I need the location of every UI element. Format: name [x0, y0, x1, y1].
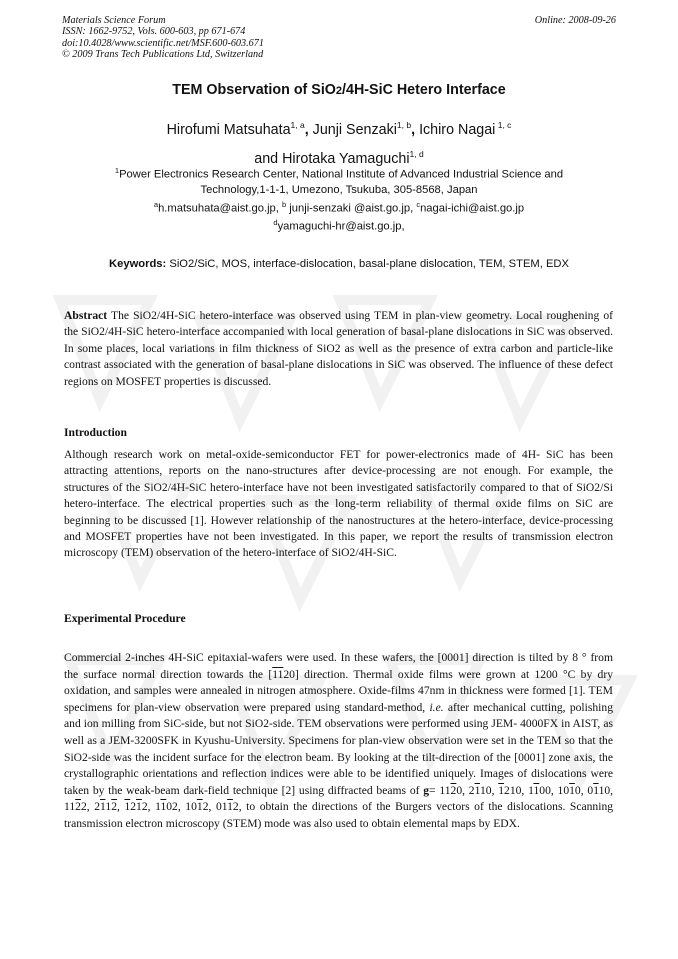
- experimental-text: after mechanical cutting, polishing and ion milling from SiC-side, but not SiO2-side. TEM observations were performed using JEM- 4000FX in AIST, as well as a JEM-3200SFK in Kyushu-University. Specimens for plan-view observation were set in the TEM so that the SiO2-side was the incident surface for the electron beam. By looking at the tilt-direction of the [0001] zone axis, the crystallographic orientations and reflection indices were able to be identified uniquely. Images of dislocations were taken by the weak-beam dark-field technique [2] using diffracted beams of: [64, 700, 613, 797]
- equals-sign: =: [429, 783, 440, 797]
- author-separator: ,: [304, 121, 313, 138]
- index-digit: 00: [539, 783, 551, 797]
- issn-line: ISSN: 1662-9752, Vols. 600-603, pp 671-674: [62, 26, 246, 38]
- author-list: [62, 113, 616, 171]
- direction-index-barred: 1: [277, 667, 284, 681]
- reflection-index: [185, 800, 208, 813]
- index-digit: 10: [479, 783, 492, 797]
- doi-line: doi:10.4028/www.scientific.net/MSF.600-603.671: [62, 37, 264, 49]
- index-digit-barred: 1: [227, 800, 233, 814]
- author-conjunction: and: [254, 150, 283, 167]
- author-name: Ichiro Nagai: [419, 121, 496, 138]
- index-digit: 2: [232, 800, 239, 814]
- index-digit-barred: 2: [75, 800, 81, 814]
- affiliation: [62, 163, 616, 198]
- experimental-text: Commercial 2-inches 4H-SiC epitaxial-wafers were used. In these wafers, the [0001] direction is tilted by 8 ° from the surface normal direction towards the [: [64, 651, 613, 681]
- index-digit: 0: [456, 783, 463, 797]
- index-digit: 2: [80, 800, 87, 814]
- abstract-paragraph: [64, 308, 613, 390]
- title-subscript: 2: [335, 85, 343, 97]
- experimental-text: direction. Thermal oxide films were grown at 1200 °C by dry oxidation, and samples were annealed in nitrogen atmosphere. Oxide-films 47nm in thickness were formed [1]. TEM specimens for plan-view observation were prepared using standard-method,: [64, 667, 613, 714]
- email-list: [62, 198, 616, 233]
- index-digit: 01: [215, 800, 228, 814]
- index-digit: 2: [141, 800, 148, 814]
- journal-name: Materials Science Forum: [62, 15, 166, 26]
- index-digit-barred: 1: [533, 783, 540, 797]
- index-digit: 1: [528, 783, 534, 797]
- index-digit: 2: [504, 783, 510, 797]
- index-digit: 2: [130, 800, 137, 814]
- affiliation-line-1: Power Electronics Research Center, National Institute of Advanced Industrial Science and: [119, 168, 564, 181]
- index-digit: 10: [509, 783, 522, 797]
- email-mark: d: [273, 217, 278, 227]
- index-digit: 2: [94, 800, 101, 814]
- keywords-text: SiO2/SiC, MOS, interface-dislocation, basal-plane dislocation, TEM, STEM, EDX: [166, 258, 569, 270]
- index-digit-barred: 1: [196, 800, 203, 814]
- abstract-label: Abstract: [64, 309, 108, 322]
- index-digit-barred: 1: [160, 800, 167, 814]
- experimental-heading: Experimental Procedure: [64, 612, 186, 625]
- affiliation-mark: 1: [114, 166, 120, 175]
- author-name: Hirotaka Yamaguchi: [282, 150, 410, 167]
- author-affil-mark: 1, a: [290, 120, 305, 130]
- reflection-index: [155, 800, 178, 813]
- affiliation-line-2: Technology,1-1-1, Umezono, Tsukuba, 305-8568, Japan: [200, 183, 478, 196]
- introduction-paragraph: Although research work on metal-oxide-semiconductor FET for power-electronics made of 4H- SiC has been attracting attentions, reports on the nano-structures after device-processing are not enough. For example, the structures of the SiO2/4H-SiC hetero-interface have not been investigated satisfactorily compared to that of SiO2/Si hetero-interface. The electrical properties such as the long-term reliability of thermal oxide films on SiC are beginning to be discussed [1]. However relationship of the nanostructures at the hetero-interface, device-processing and MOSFET properties have not been investigated. In this paper, we report the results of transmission electron microscopy (TEM) observation of the hetero-interface of SiO2/4H-SiC.: [64, 448, 613, 560]
- reflection-index: [558, 784, 581, 797]
- index-digit-barred: 1: [136, 800, 142, 814]
- author-affil-mark: 1, d: [409, 148, 424, 159]
- reflection-index: [469, 784, 492, 797]
- reflection-index: [216, 800, 239, 813]
- title-part-1: TEM Observation of SiO: [172, 82, 336, 98]
- author-name: Hirofumi Matsuhata: [166, 121, 291, 138]
- author-affil-mark: 1, b: [396, 120, 412, 130]
- index-digit-barred: 1: [498, 783, 505, 797]
- index-digit: 2: [468, 783, 475, 797]
- index-digit-barred: 2: [450, 783, 457, 797]
- index-digit: 0: [574, 783, 581, 797]
- index-digit: 10: [598, 783, 611, 797]
- index-digit: 10: [557, 783, 570, 797]
- email-mark: a: [153, 200, 159, 209]
- title-part-2: /4H-SiC Hetero Interface: [342, 82, 506, 98]
- index-digit: 10: [185, 800, 197, 814]
- keywords: [62, 258, 616, 270]
- direction-index-barred: 1: [272, 667, 278, 681]
- experimental-paragraph: [64, 650, 613, 833]
- online-date: Online: 2008-09-26: [534, 15, 616, 26]
- reflection-list: 1120, 2110, 1210, 1100, 1010, 0110, 1122, 2112, 1212, 1102, 1012, 0112: [64, 783, 614, 814]
- introduction-heading: Introduction: [64, 426, 127, 439]
- abstract-text: The SiO2/4H-SiC hetero-interface was observed using TEM in plan-view geometry. Local roughening of the SiO2/4H-SiC hetero-interface accompanied with local generation of basal-plane dislocations in SiC was observed. In some places, local variations in film thickness of SiO2 as well as the presence of extra carbon and particle-like contrast associated with the generation of basal-plane dislocations in SiC was observed. The influence of these defect regions on MOSFET properties is discussed.: [64, 309, 613, 388]
- reflection-index: [528, 784, 551, 797]
- index-digit: 02: [166, 800, 178, 814]
- reflection-index: [587, 784, 610, 797]
- direction-index: 20]: [283, 667, 299, 681]
- g-vector: g: [423, 783, 430, 797]
- email-mark: b: [282, 200, 287, 209]
- reflection-index: [94, 800, 117, 813]
- index-digit-barred: 1: [474, 783, 480, 797]
- keywords-label: Keywords:: [109, 258, 167, 270]
- author-affil-mark: 1, c: [495, 120, 512, 130]
- index-digit: 0: [587, 783, 594, 797]
- index-digit: 1: [105, 800, 112, 814]
- ie-text: i.e.: [429, 700, 444, 714]
- index-digit-barred: 2: [111, 800, 117, 814]
- index-digit: 2: [202, 800, 209, 814]
- index-digit-barred: 1: [124, 800, 131, 814]
- email-address: nagai-ichi@aist.go.jp: [420, 202, 525, 215]
- index-digit-barred: 1: [593, 783, 599, 797]
- journal-header: [62, 15, 264, 61]
- index-digit: 1: [155, 800, 161, 814]
- reflection-index: [498, 784, 521, 797]
- email-address: h.matsuhata@aist.go.jp,: [158, 202, 282, 215]
- experimental-text: , to obtain the directions of the Burgers vectors of the dislocations. Scanning transmission electron microscopy (STEM) mode was also used to obtain elemental maps by EDX.: [64, 800, 614, 830]
- index-digit: 11: [64, 800, 76, 814]
- email-address: junji-senzaki @aist.go.jp,: [286, 202, 417, 215]
- reflection-index: [124, 800, 147, 813]
- index-digit-barred: 1: [100, 800, 106, 814]
- email-address: yamaguchi-hr@aist.go.jp,: [277, 220, 405, 233]
- reflection-index: [64, 800, 87, 813]
- reflection-index: [439, 784, 462, 797]
- email-mark: c: [416, 200, 421, 209]
- author-name: Junji Senzaki: [312, 121, 397, 138]
- index-digit-barred: 1: [569, 783, 575, 797]
- paper-title: [62, 82, 616, 98]
- index-digit: 11: [439, 783, 451, 797]
- copyright-line: © 2009 Trans Tech Publications Ltd, Switzerland: [62, 49, 264, 61]
- author-separator: ,: [411, 121, 420, 138]
